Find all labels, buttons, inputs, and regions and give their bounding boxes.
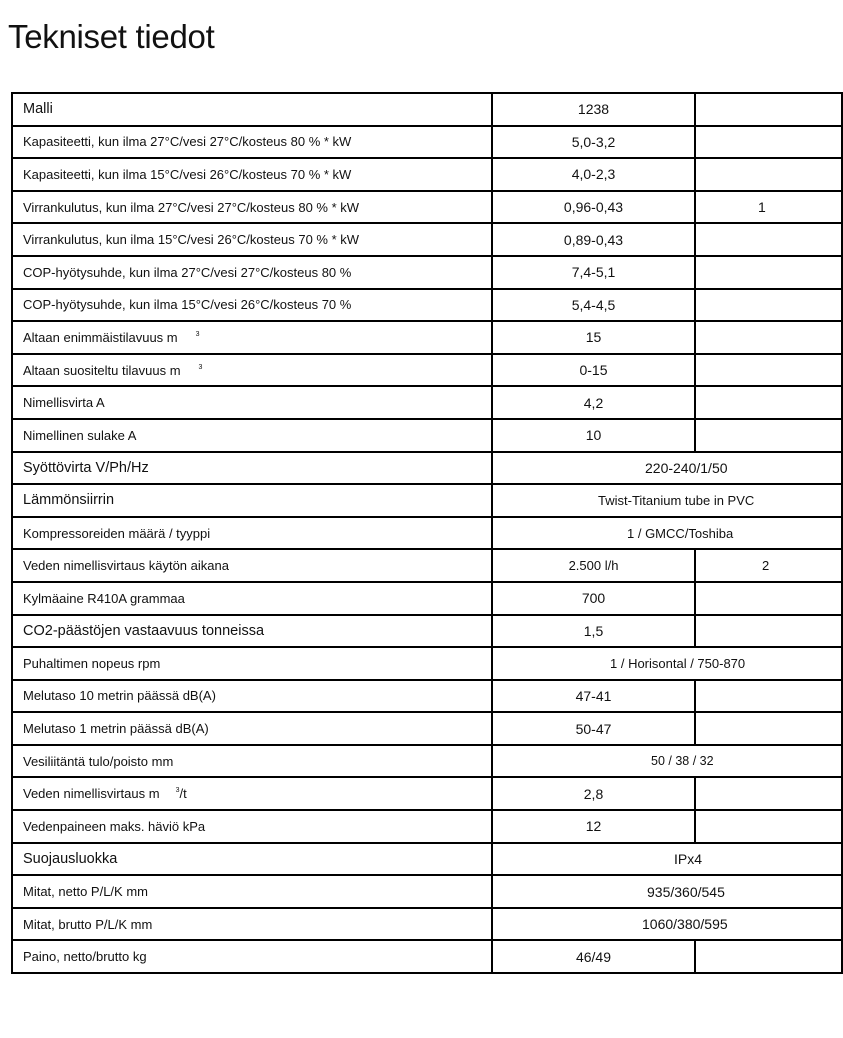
row-label-cell <box>12 321 492 354</box>
table-row <box>12 452 842 485</box>
model-next-value <box>695 93 842 126</box>
superscript: 3 <box>175 787 180 795</box>
row-value: 46/49 <box>492 940 695 973</box>
row-label: Kapasiteetti, kun ilma 15°C/vesi 26°C/kosteus 70 % * kW <box>12 158 492 191</box>
row-label-cell <box>12 354 492 387</box>
table-row <box>12 582 842 615</box>
table-row <box>12 256 842 289</box>
row-label: Mitat, netto P/L/K mm <box>12 875 492 908</box>
row-value: 5,4-4,5 <box>492 289 695 322</box>
row-label: Nimellinen sulake A <box>12 419 492 452</box>
row-value: 1,5 <box>492 615 695 648</box>
row-value: 47-41 <box>492 680 695 713</box>
row-value: 7,4-5,1 <box>492 256 695 289</box>
row-span-value: 1 / GMCC/Toshiba <box>492 517 842 550</box>
row-value-2 <box>695 386 842 419</box>
table-row <box>12 289 842 322</box>
row-label: COP-hyötysuhde, kun ilma 27°C/vesi 27°C/kosteus 80 % <box>12 256 492 289</box>
row-value: 15 <box>492 321 695 354</box>
row-value: 700 <box>492 582 695 615</box>
row-value: 10 <box>492 419 695 452</box>
row-value: 4,0-2,3 <box>492 158 695 191</box>
row-value-2 <box>695 354 842 387</box>
table-row <box>12 680 842 713</box>
row-value: 0,89-0,43 <box>492 223 695 256</box>
row-label: CO2-päästöjen vastaavuus tonneissa <box>12 615 492 648</box>
row-value-2 <box>695 419 842 452</box>
table-row <box>12 126 842 159</box>
row-value-2 <box>695 940 842 973</box>
row-label: Virrankulutus, kun ilma 15°C/vesi 26°C/kosteus 70 % * kW <box>12 223 492 256</box>
table-row <box>12 549 842 582</box>
superscript: 3 <box>198 363 203 371</box>
row-label: Malli <box>12 93 492 126</box>
row-value-2 <box>695 810 842 843</box>
row-label: Suojausluokka <box>12 843 492 876</box>
row-value-2 <box>695 615 842 648</box>
row-span-value: 1 / Horisontal / 750-870 <box>492 647 842 680</box>
row-value-2 <box>695 582 842 615</box>
table-row <box>12 908 842 941</box>
row-value-2 <box>695 712 842 745</box>
page-title: Tekniset tiedot <box>8 18 215 55</box>
table-row <box>12 615 842 648</box>
spec-table <box>11 92 843 974</box>
row-value-2 <box>695 680 842 713</box>
row-value: 12 <box>492 810 695 843</box>
row-label: Veden nimellisvirtaus käytön aikana <box>12 549 492 582</box>
table-row <box>12 158 842 191</box>
row-label: Kylmäaine R410A grammaa <box>12 582 492 615</box>
row-value: 5,0-3,2 <box>492 126 695 159</box>
row-label: Puhaltimen nopeus rpm <box>12 647 492 680</box>
row-value-2 <box>695 223 842 256</box>
row-value: 0,96-0,43 <box>492 191 695 224</box>
model-1238-value: 1238 <box>492 93 695 126</box>
row-label: Mitat, brutto P/L/K mm <box>12 908 492 941</box>
table-row <box>12 745 842 778</box>
row-span-value: IPx4 <box>492 843 842 876</box>
table-row <box>12 647 842 680</box>
row-value-2 <box>695 289 842 322</box>
table-row <box>12 354 842 387</box>
row-value-2 <box>695 158 842 191</box>
table-row <box>12 484 842 517</box>
row-span-value: Twist-Titanium tube in PVC <box>492 484 842 517</box>
row-label: Altaan suositeltu tilavuus m <box>23 362 181 378</box>
row-value-2: 1 <box>695 191 842 224</box>
row-span-value: 1060/380/595 <box>492 908 842 941</box>
row-label: Nimellisvirta A <box>12 386 492 419</box>
row-value: 0-15 <box>492 354 695 387</box>
row-value: 2,8 <box>492 777 695 810</box>
table-row <box>12 940 842 973</box>
row-label: Veden nimellisvirtaus m <box>23 786 160 802</box>
row-value: 2.500 l/h <box>492 549 695 582</box>
row-value: 50-47 <box>492 712 695 745</box>
row-span-value: 220-240/1/50 <box>492 452 842 485</box>
table-row <box>12 517 842 550</box>
row-label: COP-hyötysuhde, kun ilma 15°C/vesi 26°C/kosteus 70 % <box>12 289 492 322</box>
table-row <box>12 843 842 876</box>
row-span-value: 935/360/545 <box>492 875 842 908</box>
row-value-2 <box>695 256 842 289</box>
row-span-value: 50 / 38 / 32 <box>492 745 842 778</box>
table-row <box>12 712 842 745</box>
row-value-2 <box>695 321 842 354</box>
row-label: Virrankulutus, kun ilma 27°C/vesi 27°C/kosteus 80 % * kW <box>12 191 492 224</box>
row-value-2 <box>695 777 842 810</box>
superscript: 3 <box>195 330 200 338</box>
table-row <box>12 191 842 224</box>
row-label: Melutaso 10 metrin päässä dB(A) <box>12 680 492 713</box>
row-label: Vedenpaineen maks. häviö kPa <box>12 810 492 843</box>
table-row <box>12 810 842 843</box>
row-label: Kompressoreiden määrä / tyyppi <box>12 517 492 550</box>
row-label: Syöttövirta V/Ph/Hz <box>12 452 492 485</box>
row-value-2 <box>695 126 842 159</box>
unit-suffix: /t <box>179 786 187 802</box>
row-label: Altaan enimmäistilavuus m <box>23 329 178 345</box>
row-value-2: 2 <box>695 549 842 582</box>
row-label: Vesiliitäntä tulo/poisto mm <box>12 745 492 778</box>
table-row <box>12 93 842 126</box>
row-label: Paino, netto/brutto kg <box>12 940 492 973</box>
table-row <box>12 875 842 908</box>
table-row <box>12 386 842 419</box>
table-row <box>12 223 842 256</box>
row-label: Lämmönsiirrin <box>12 484 492 517</box>
table-row <box>12 419 842 452</box>
table-row <box>12 777 842 810</box>
row-value: 4,2 <box>492 386 695 419</box>
row-label-cell <box>12 777 492 810</box>
table-row <box>12 321 842 354</box>
row-label: Melutaso 1 metrin päässä dB(A) <box>12 712 492 745</box>
row-label: Kapasiteetti, kun ilma 27°C/vesi 27°C/kosteus 80 % * kW <box>12 126 492 159</box>
